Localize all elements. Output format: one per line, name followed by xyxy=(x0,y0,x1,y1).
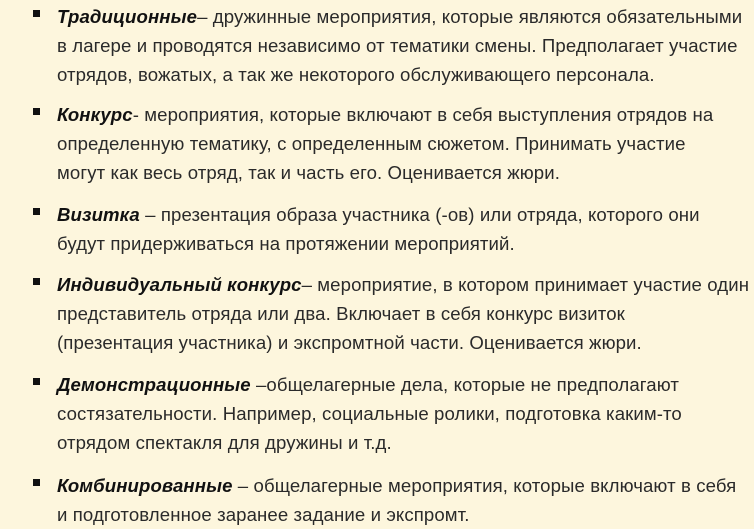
bullet-icon xyxy=(33,208,40,215)
definition-line: – мероприятие, в котором принимает участие один xyxy=(301,274,750,295)
definition-line: – презентация образа участника (-ов) или отряда, которого они xyxy=(139,204,700,225)
list-item-text xyxy=(57,370,749,457)
definition-line: могут как весь отряд, так и часть его. Оценивается жюри. xyxy=(57,162,560,183)
list-item-text xyxy=(57,100,749,187)
term-label: Демонстрационные xyxy=(57,374,251,395)
definition-line: – дружинные мероприятия, которые являются обязательными xyxy=(197,6,743,27)
list-item-text xyxy=(57,471,749,529)
definition-line: и подготовленное заранее задание и экспромт. xyxy=(57,504,470,525)
definition-line: будут придерживаться на протяжении мероприятий. xyxy=(57,233,515,254)
bullet-icon xyxy=(33,10,40,17)
bullet-icon xyxy=(33,108,40,115)
definition-line: отрядом спектакля для дружины и т.д. xyxy=(57,432,392,453)
definition-line: состязательности. Например, социальные ролики, подготовка каким-то xyxy=(57,403,682,424)
definition-line: – общелагерные мероприятия, которые включают в себя xyxy=(232,475,737,496)
definition-line: - мероприятия, которые включают в себя выступления отрядов на xyxy=(132,104,714,125)
list-item-text xyxy=(57,2,749,89)
term-label: Конкурс xyxy=(57,104,133,125)
definition-line: –общелагерные дела, которые не предполагают xyxy=(250,374,679,395)
definition-line: определенную тематику, с определенным сюжетом. Принимать участие xyxy=(57,133,686,154)
definition-line: (презентация участника) и экспромтной части. Оценивается жюри. xyxy=(57,332,642,353)
definition-line: в лагере и проводятся независимо от тематики смены. Предполагает участие xyxy=(57,35,738,56)
bullet-icon xyxy=(33,278,40,285)
definition-line: отрядов, вожатых, а так же некоторого обслуживающего персонала. xyxy=(57,64,655,85)
term-label: Традиционные xyxy=(57,6,198,27)
term-label: Комбинированные xyxy=(57,475,233,496)
term-label: Индивидуальный конкурс xyxy=(57,274,302,295)
list-item-text xyxy=(57,200,749,258)
bullet-icon xyxy=(33,378,40,385)
bullet-icon xyxy=(33,479,40,486)
list-item-text xyxy=(57,270,749,357)
term-label: Визитка xyxy=(57,204,140,225)
definition-line: представитель отряда или два. Включает в себя конкурс визиток xyxy=(57,303,625,324)
